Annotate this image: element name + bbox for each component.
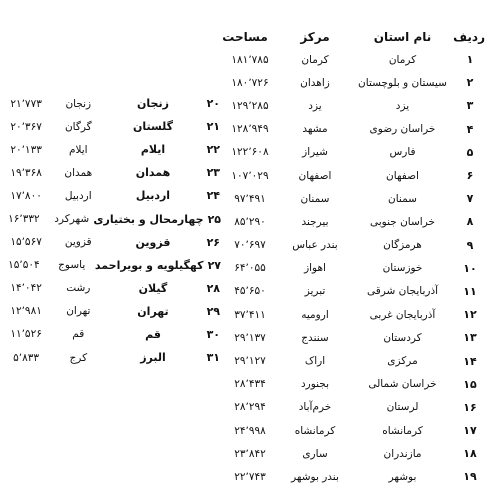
province-area: ۱۵٬۵۰۴ — [8, 259, 40, 272]
table-row — [195, 442, 485, 465]
row-number: ۲۷ — [207, 258, 221, 272]
province-area: ۲۴٬۹۹۸ — [234, 424, 266, 437]
table-row — [195, 280, 485, 303]
row-number: ۹ — [466, 238, 474, 252]
province-name: چهارمحال و بختیاری — [93, 212, 204, 226]
province-name: البرز — [140, 351, 166, 365]
table-row — [0, 161, 225, 184]
row-number: ۶ — [466, 169, 474, 183]
province-capital: سنندج — [301, 331, 329, 344]
row-number: ۱۰ — [463, 261, 477, 275]
province-area: ۱۷٬۸۰۰ — [10, 189, 42, 202]
province-capital: قزوین — [64, 236, 92, 249]
province-capital: ایلام — [68, 143, 88, 156]
row-number: ۱۶ — [463, 400, 477, 414]
province-area: ۱۵٬۵۶۷ — [10, 236, 42, 249]
province-name: فارس — [389, 146, 416, 159]
province-capital: بجنورد — [300, 378, 330, 391]
row-number: ۲۰ — [206, 97, 221, 111]
table-row — [0, 231, 225, 254]
row-number: ۱۴ — [463, 354, 477, 368]
province-capital: زنجان — [65, 97, 92, 110]
province-area: ۷۰٬۶۹۷ — [234, 239, 266, 252]
row-number: ۲۸ — [206, 281, 221, 295]
province-area: ۶۴٬۰۵۵ — [234, 262, 266, 275]
province-capital: بندر عباس — [292, 239, 338, 252]
table-header — [195, 30, 485, 48]
province-name: اصفهان — [386, 169, 419, 182]
table-row — [195, 373, 485, 396]
province-name: سیستان و بلوچستان — [358, 76, 447, 89]
row-number: ۱۲ — [463, 308, 477, 322]
province-capital: اصفهان — [298, 169, 332, 182]
province-area: ۲۳٬۸۴۲ — [234, 447, 266, 460]
row-number: ۲۵ — [207, 212, 221, 226]
province-capital: یاسوج — [58, 259, 86, 272]
province-area: ۱۲٬۹۸۱ — [10, 305, 42, 318]
province-name: کهگیلویه و بویراحمد — [94, 258, 204, 272]
table-row — [195, 48, 485, 71]
province-area: ۲۰٬۳۶۷ — [10, 120, 42, 133]
table-row — [0, 346, 225, 369]
province-area: ۱۱٬۵۲۶ — [10, 328, 42, 341]
table-row — [195, 164, 485, 187]
province-capital: مشهد — [302, 123, 328, 136]
province-area: ۱۴٬۰۴۲ — [10, 282, 42, 295]
province-capital: اراک — [304, 355, 326, 368]
province-area: ۱۹٬۳۶۸ — [10, 166, 42, 179]
table-row — [195, 419, 485, 442]
province-name: آذربایجان شرقی — [366, 285, 439, 298]
row-number: ۳۰ — [206, 327, 221, 341]
table-row — [0, 184, 225, 207]
table-row — [195, 303, 485, 326]
province-area: ۱۲۸٬۹۴۹ — [231, 123, 269, 136]
row-number: ۲۱ — [206, 120, 221, 134]
table-row — [0, 277, 225, 300]
province-name: گلستان — [132, 120, 174, 134]
province-capital: شیراز — [302, 146, 328, 159]
province-name: کرمانشاه — [382, 424, 423, 437]
province-area: ۲۹٬۱۲۷ — [234, 355, 266, 368]
table-row — [195, 257, 485, 280]
province-name: خوزستان — [382, 262, 423, 275]
province-capital: بندر بوشهر — [291, 470, 339, 483]
province-capital: خرم‌آباد — [298, 401, 332, 414]
table-row — [195, 141, 485, 164]
table-row — [195, 349, 485, 372]
province-capital: رشت — [66, 282, 91, 295]
row-number: ۳ — [466, 99, 474, 113]
province-name: زنجان — [137, 97, 169, 111]
table-row — [195, 71, 485, 94]
province-area: ۱۸۰٬۷۲۶ — [231, 76, 269, 89]
row-number: ۱۷ — [463, 424, 477, 438]
province-area: ۱۶٬۳۳۲ — [8, 213, 40, 226]
province-name: یزد — [395, 99, 410, 112]
province-capital: یزد — [308, 99, 322, 112]
province-name: مازندران — [383, 447, 422, 460]
table-row — [0, 207, 225, 230]
province-capital: تهران — [66, 305, 91, 318]
province-capital: همدان — [64, 166, 93, 179]
province-area: ۸۵٬۲۹۰ — [234, 215, 266, 228]
header-area: مساحت — [222, 30, 268, 44]
row-number: ۱ — [466, 53, 474, 67]
province-name: کردستان — [383, 331, 422, 344]
province-capital: اهواز — [304, 262, 326, 275]
province-area: ۲۱٬۷۷۳ — [10, 97, 42, 110]
row-number: ۱۱ — [463, 284, 477, 298]
row-number: ۲۲ — [206, 143, 221, 157]
province-area: ۲۸٬۴۳۴ — [234, 378, 266, 391]
row-number: ۳۱ — [206, 351, 221, 365]
province-capital: ارومیه — [301, 308, 329, 321]
province-name: تهران — [137, 304, 169, 318]
province-capital: سمنان — [300, 192, 330, 205]
row-number: ۱۳ — [463, 331, 477, 345]
row-number: ۱۵ — [463, 377, 477, 391]
province-name: لرستان — [386, 401, 419, 414]
province-area: ۴۵٬۶۵۰ — [234, 285, 266, 298]
province-name: هرمزگان — [383, 239, 422, 252]
table-row — [0, 138, 225, 161]
province-area: ۲۲٬۷۴۳ — [234, 470, 266, 483]
table-row — [0, 92, 225, 115]
province-name: همدان — [135, 166, 171, 180]
table-row — [0, 323, 225, 346]
province-area: ۳۷٬۴۱۱ — [234, 308, 266, 321]
province-name: اردبیل — [135, 189, 171, 203]
province-table-part-1 — [195, 48, 485, 489]
province-capital: کرج — [69, 351, 88, 364]
province-name: سمنان — [388, 192, 417, 205]
table-row — [195, 210, 485, 233]
table-row — [195, 465, 485, 488]
header-capital: مرکز — [300, 30, 330, 44]
province-table-part-2 — [0, 92, 225, 369]
table-row — [195, 187, 485, 210]
table-row — [195, 396, 485, 419]
row-number: ۴ — [466, 122, 474, 136]
province-capital: قم — [72, 328, 85, 341]
province-capital: اردبیل — [64, 189, 92, 202]
province-name: خراسان شمالی — [368, 378, 437, 391]
province-capital: شهرکرد — [54, 213, 90, 226]
header-province-name: نام استان — [373, 30, 432, 44]
province-name: قم — [145, 327, 161, 341]
row-number: ۲۳ — [206, 166, 221, 180]
province-name: مرکزی — [387, 355, 418, 368]
province-capital: گرگان — [64, 120, 92, 133]
row-number: ۱۸ — [463, 447, 477, 461]
row-number: ۲۹ — [206, 304, 221, 318]
province-name: خراسان جنوبی — [369, 215, 435, 228]
province-name: گیلان — [138, 281, 168, 295]
table-row — [195, 94, 485, 117]
province-area: ۹۷٬۴۹۱ — [234, 192, 266, 205]
header-row-number: ردیف — [453, 30, 485, 44]
province-area: ۱۰۷٬۰۲۹ — [231, 169, 269, 182]
row-number: ۸ — [466, 215, 474, 229]
province-name: قزوین — [135, 235, 171, 249]
province-name: آذربایجان غربی — [369, 308, 436, 321]
province-name: ایلام — [140, 143, 166, 157]
table-row — [195, 326, 485, 349]
row-number: ۱۹ — [463, 470, 477, 484]
province-area: ۲۰٬۱۳۳ — [10, 143, 42, 156]
table-row — [0, 300, 225, 323]
row-number: ۷ — [466, 192, 474, 206]
province-area: ۲۹٬۱۳۷ — [234, 331, 266, 344]
table-row — [0, 254, 225, 277]
province-capital: کرمان — [301, 53, 329, 66]
province-area: ۱۸۱٬۷۸۵ — [231, 53, 269, 66]
province-capital: بیرجند — [301, 215, 329, 228]
table-row — [195, 118, 485, 141]
row-number: ۲ — [466, 76, 474, 90]
province-capital: ساری — [302, 447, 328, 460]
table-row — [0, 115, 225, 138]
province-area: ۱۲۲٬۶۰۸ — [231, 146, 269, 159]
province-area: ۵٬۸۳۳ — [13, 351, 40, 364]
table-row — [195, 234, 485, 257]
province-name: بوشهر — [388, 470, 417, 483]
row-number: ۲۶ — [206, 235, 221, 249]
province-area: ۲۸٬۲۹۴ — [234, 401, 266, 414]
row-number: ۲۴ — [206, 189, 221, 203]
province-name: کرمان — [388, 53, 417, 66]
province-capital: کرمانشاه — [294, 424, 336, 437]
province-name: خراسان رضوی — [369, 123, 436, 136]
province-area: ۱۲۹٬۲۸۵ — [231, 99, 269, 112]
row-number: ۵ — [466, 145, 474, 159]
province-capital: زاهدان — [300, 76, 330, 89]
province-capital: تبریز — [304, 285, 326, 298]
